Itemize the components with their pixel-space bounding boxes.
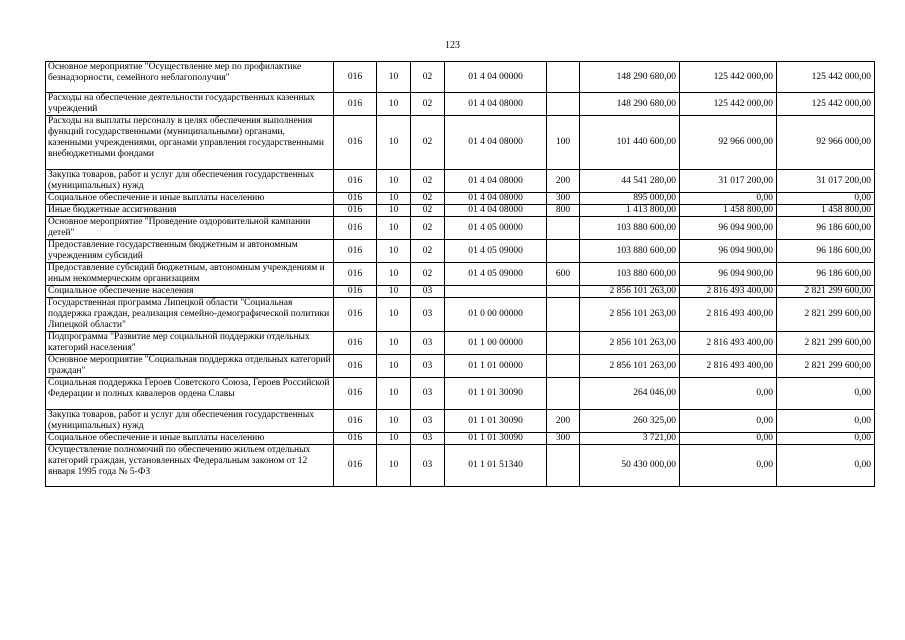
ministry-code-cell: 016 — [334, 445, 377, 487]
amount-year-3-cell: 96 186 600,00 — [777, 217, 875, 240]
ministry-code-cell: 016 — [334, 217, 377, 240]
amount-year-3-cell: 2 821 299 600,00 — [777, 332, 875, 355]
target-article-cell: 01 1 01 30090 — [445, 378, 547, 410]
ministry-code-cell: 016 — [334, 240, 377, 263]
expense-name-cell: Основное мероприятие "Осуществление мер по профилактике безнадзорности, семейного неблагополучия" — [46, 62, 334, 93]
section-code-cell: 10 — [377, 263, 411, 286]
subsection-code-cell: 03 — [411, 286, 445, 298]
expense-type-cell — [547, 332, 580, 355]
amount-year-3-cell: 0,00 — [777, 445, 875, 487]
expense-name-cell: Осуществление полномочий по обеспечению жильем отдельных категорий граждан, установленных Федеральным законом от 12 января 1995 года № 5-ФЗ — [46, 445, 334, 487]
target-article-cell: 01 1 00 00000 — [445, 332, 547, 355]
expense-type-cell — [547, 378, 580, 410]
amount-year-3-cell: 1 458 800,00 — [777, 205, 875, 217]
target-article-cell: 01 4 04 00000 — [445, 62, 547, 93]
target-article-cell: 01 1 01 00000 — [445, 355, 547, 378]
expense-name-cell: Социальное обеспечение и иные выплаты населению — [46, 193, 334, 205]
expense-type-cell — [547, 355, 580, 378]
amount-year-2-cell: 0,00 — [680, 433, 777, 445]
section-code-cell: 10 — [377, 332, 411, 355]
expense-name-cell: Закупка товаров, работ и услуг для обеспечения государственных (муниципальных) нужд — [46, 410, 334, 433]
ministry-code-cell: 016 — [334, 410, 377, 433]
amount-year-1-cell: 103 880 600,00 — [580, 263, 680, 286]
ministry-code-cell: 016 — [334, 286, 377, 298]
target-article-cell: 01 1 01 30090 — [445, 433, 547, 445]
section-code-cell: 10 — [377, 433, 411, 445]
subsection-code-cell: 02 — [411, 217, 445, 240]
subsection-code-cell: 02 — [411, 263, 445, 286]
target-article-cell: 01 4 04 08000 — [445, 170, 547, 193]
table-row — [46, 445, 875, 487]
expense-type-cell — [547, 217, 580, 240]
subsection-code-cell: 02 — [411, 193, 445, 205]
subsection-code-cell: 02 — [411, 62, 445, 93]
amount-year-2-cell: 0,00 — [680, 410, 777, 433]
amount-year-2-cell: 2 816 493 400,00 — [680, 332, 777, 355]
section-code-cell: 10 — [377, 62, 411, 93]
section-code-cell: 10 — [377, 445, 411, 487]
target-article-cell: 01 4 05 00000 — [445, 217, 547, 240]
target-article-cell: 01 0 00 00000 — [445, 298, 547, 332]
expense-type-cell — [547, 240, 580, 263]
expense-type-cell: 300 — [547, 433, 580, 445]
subsection-code-cell: 02 — [411, 170, 445, 193]
ministry-code-cell: 016 — [334, 116, 377, 170]
subsection-code-cell: 02 — [411, 116, 445, 170]
amount-year-1-cell: 3 721,00 — [580, 433, 680, 445]
amount-year-2-cell: 96 094 900,00 — [680, 263, 777, 286]
expense-type-cell: 600 — [547, 263, 580, 286]
expense-type-cell: 300 — [547, 193, 580, 205]
amount-year-2-cell: 125 442 000,00 — [680, 93, 777, 116]
table-row — [46, 298, 875, 332]
expense-name-cell: Закупка товаров, работ и услуг для обеспечения государственных (муниципальных) нужд — [46, 170, 334, 193]
subsection-code-cell: 02 — [411, 240, 445, 263]
table-row — [46, 193, 875, 205]
table-row — [46, 93, 875, 116]
table-row — [46, 170, 875, 193]
ministry-code-cell: 016 — [334, 355, 377, 378]
ministry-code-cell: 016 — [334, 205, 377, 217]
subsection-code-cell: 03 — [411, 410, 445, 433]
expense-type-cell — [547, 62, 580, 93]
ministry-code-cell: 016 — [334, 170, 377, 193]
amount-year-3-cell: 92 966 000,00 — [777, 116, 875, 170]
target-article-cell: 01 4 04 08000 — [445, 116, 547, 170]
target-article-cell: 01 4 04 08000 — [445, 93, 547, 116]
target-article-cell: 01 4 05 09000 — [445, 240, 547, 263]
amount-year-1-cell: 148 290 680,00 — [580, 62, 680, 93]
expense-type-cell — [547, 93, 580, 116]
amount-year-1-cell: 2 856 101 263,00 — [580, 298, 680, 332]
expense-type-cell: 200 — [547, 170, 580, 193]
amount-year-1-cell: 2 856 101 263,00 — [580, 332, 680, 355]
section-code-cell: 10 — [377, 378, 411, 410]
amount-year-2-cell: 125 442 000,00 — [680, 62, 777, 93]
subsection-code-cell: 03 — [411, 445, 445, 487]
amount-year-2-cell: 92 966 000,00 — [680, 116, 777, 170]
amount-year-2-cell: 2 816 493 400,00 — [680, 286, 777, 298]
ministry-code-cell: 016 — [334, 193, 377, 205]
expense-name-cell: Расходы на обеспечение деятельности государственных казенных учреждений — [46, 93, 334, 116]
amount-year-2-cell: 0,00 — [680, 378, 777, 410]
amount-year-1-cell: 2 856 101 263,00 — [580, 286, 680, 298]
amount-year-3-cell: 0,00 — [777, 433, 875, 445]
expense-name-cell: Иные бюджетные ассигнования — [46, 205, 334, 217]
ministry-code-cell: 016 — [334, 62, 377, 93]
amount-year-2-cell: 0,00 — [680, 193, 777, 205]
subsection-code-cell: 02 — [411, 93, 445, 116]
amount-year-3-cell: 2 821 299 600,00 — [777, 355, 875, 378]
amount-year-1-cell: 2 856 101 263,00 — [580, 355, 680, 378]
section-code-cell: 10 — [377, 205, 411, 217]
amount-year-3-cell: 96 186 600,00 — [777, 240, 875, 263]
table-row — [46, 217, 875, 240]
subsection-code-cell: 03 — [411, 378, 445, 410]
table-body — [46, 62, 875, 487]
expense-name-cell: Государственная программа Липецкой области "Социальная поддержка граждан, реализация семейно-демографической политики Липецкой области" — [46, 298, 334, 332]
amount-year-1-cell: 103 880 600,00 — [580, 240, 680, 263]
amount-year-1-cell: 260 325,00 — [580, 410, 680, 433]
section-code-cell: 10 — [377, 240, 411, 263]
subsection-code-cell: 03 — [411, 298, 445, 332]
amount-year-1-cell: 50 430 000,00 — [580, 445, 680, 487]
table-row — [46, 116, 875, 170]
expense-type-cell: 200 — [547, 410, 580, 433]
amount-year-1-cell: 264 046,00 — [580, 378, 680, 410]
amount-year-3-cell: 2 821 299 600,00 — [777, 298, 875, 332]
expense-type-cell — [547, 298, 580, 332]
amount-year-3-cell: 96 186 600,00 — [777, 263, 875, 286]
amount-year-1-cell: 895 000,00 — [580, 193, 680, 205]
ministry-code-cell: 016 — [334, 263, 377, 286]
table-row — [46, 355, 875, 378]
table-row — [46, 433, 875, 445]
expense-type-cell: 800 — [547, 205, 580, 217]
table-row — [46, 378, 875, 410]
subsection-code-cell: 03 — [411, 355, 445, 378]
target-article-cell: 01 4 04 08000 — [445, 193, 547, 205]
budget-table — [45, 61, 875, 487]
section-code-cell: 10 — [377, 170, 411, 193]
amount-year-2-cell: 2 816 493 400,00 — [680, 298, 777, 332]
amount-year-2-cell: 2 816 493 400,00 — [680, 355, 777, 378]
expense-name-cell: Предоставление государственным бюджетным и автономным учреждениям субсидий — [46, 240, 334, 263]
amount-year-1-cell: 44 541 280,00 — [580, 170, 680, 193]
table-row — [46, 205, 875, 217]
section-code-cell: 10 — [377, 298, 411, 332]
subsection-code-cell: 03 — [411, 332, 445, 355]
amount-year-1-cell: 103 880 600,00 — [580, 217, 680, 240]
amount-year-1-cell: 148 290 680,00 — [580, 93, 680, 116]
amount-year-3-cell: 125 442 000,00 — [777, 93, 875, 116]
amount-year-2-cell: 1 458 800,00 — [680, 205, 777, 217]
expense-name-cell: Расходы на выплаты персоналу в целях обеспечения выполнения функций государственными (муниципальными) органами, казенными учреждениями, органами управления государственными внебюджетными фондами — [46, 116, 334, 170]
amount-year-2-cell: 96 094 900,00 — [680, 217, 777, 240]
ministry-code-cell: 016 — [334, 298, 377, 332]
table-row — [46, 263, 875, 286]
target-article-cell: 01 4 05 09000 — [445, 263, 547, 286]
subsection-code-cell: 02 — [411, 205, 445, 217]
amount-year-3-cell: 31 017 200,00 — [777, 170, 875, 193]
ministry-code-cell: 016 — [334, 378, 377, 410]
amount-year-2-cell: 0,00 — [680, 445, 777, 487]
ministry-code-cell: 016 — [334, 433, 377, 445]
target-article-cell: 01 1 01 30090 — [445, 410, 547, 433]
expense-name-cell: Социальная поддержка Героев Советского Союза, Героев Российской Федерации и полных кавалеров ордена Славы — [46, 378, 334, 410]
table-row — [46, 240, 875, 263]
expense-name-cell: Основное мероприятие "Социальная поддержка отдельных категорий граждан" — [46, 355, 334, 378]
table-row — [46, 62, 875, 93]
amount-year-1-cell: 1 413 800,00 — [580, 205, 680, 217]
amount-year-3-cell: 0,00 — [777, 193, 875, 205]
amount-year-2-cell: 96 094 900,00 — [680, 240, 777, 263]
amount-year-3-cell: 125 442 000,00 — [777, 62, 875, 93]
target-article-cell: 01 4 04 08000 — [445, 205, 547, 217]
expense-type-cell: 100 — [547, 116, 580, 170]
section-code-cell: 10 — [377, 217, 411, 240]
section-code-cell: 10 — [377, 93, 411, 116]
expense-type-cell — [547, 286, 580, 298]
amount-year-3-cell: 0,00 — [777, 378, 875, 410]
section-code-cell: 10 — [377, 286, 411, 298]
expense-name-cell: Основное мероприятие "Проведение оздоровительной кампании детей" — [46, 217, 334, 240]
expense-name-cell: Подпрограмма "Развитие мер социальной поддержки отдельных категорий населения" — [46, 332, 334, 355]
page-number: 123 — [445, 40, 460, 51]
amount-year-3-cell: 2 821 299 600,00 — [777, 286, 875, 298]
section-code-cell: 10 — [377, 116, 411, 170]
ministry-code-cell: 016 — [334, 332, 377, 355]
section-code-cell: 10 — [377, 355, 411, 378]
table-row — [46, 286, 875, 298]
target-article-cell: 01 1 01 51340 — [445, 445, 547, 487]
amount-year-3-cell: 0,00 — [777, 410, 875, 433]
section-code-cell: 10 — [377, 410, 411, 433]
expense-type-cell — [547, 445, 580, 487]
section-code-cell: 10 — [377, 193, 411, 205]
subsection-code-cell: 03 — [411, 433, 445, 445]
target-article-cell — [445, 286, 547, 298]
amount-year-2-cell: 31 017 200,00 — [680, 170, 777, 193]
expense-name-cell: Социальное обеспечение населения — [46, 286, 334, 298]
expense-name-cell: Предоставление субсидий бюджетным, автономным учреждениям и иным некоммерческим организациям — [46, 263, 334, 286]
table-row — [46, 410, 875, 433]
amount-year-1-cell: 101 440 600,00 — [580, 116, 680, 170]
table-row — [46, 332, 875, 355]
ministry-code-cell: 016 — [334, 93, 377, 116]
expense-name-cell: Социальное обеспечение и иные выплаты населению — [46, 433, 334, 445]
